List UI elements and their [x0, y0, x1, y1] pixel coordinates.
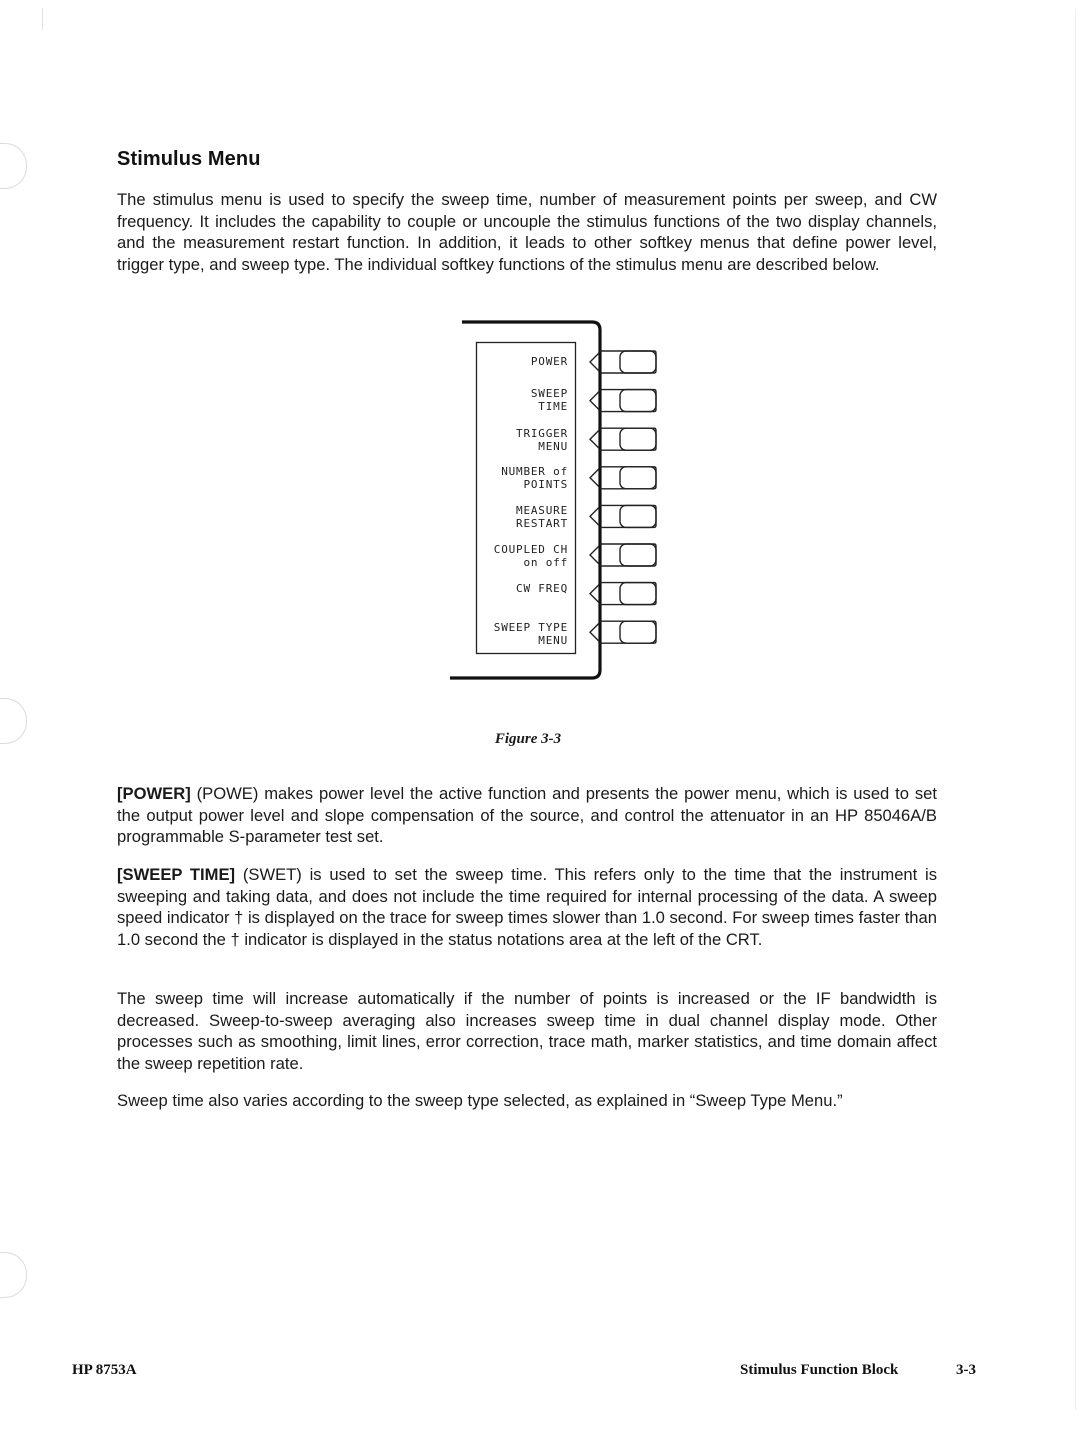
softkey-label-measure-restart: MEASURE RESTART [516, 504, 568, 530]
power-description: [POWER] (POWE) makes power level the active function and presents the power menu, which is used to set the output power level and slope compensation of the source, and control the attenuator in an HP 85046A/B programmable S-parameter test set. [117, 784, 937, 847]
softkey-label-power: POWER [530, 355, 568, 368]
scan-edge-mark [1075, 10, 1076, 1410]
footer-chapter: Stimulus Function Block [740, 1362, 899, 1378]
section-title: Stimulus Menu [117, 148, 261, 170]
softkey-label-trigger-menu: TRIGGER MENU [516, 427, 568, 453]
softkey-label-number-of-points: NUMBER of POINTS [501, 465, 568, 491]
softkey-label-sweep-time: SWEEP TIME [530, 387, 568, 413]
sweep-time-paragraph-3: Sweep time also varies according to the sweep type selected, as explained in “Sweep Type Menu.” [117, 1091, 843, 1110]
softkey-label-coupled-ch: COUPLED CH on off [493, 543, 568, 569]
sweep-time-paragraph-2: The sweep time will increase automatically if the number of points is increased or the IF bandwidth is decreased. Sweep-to-sweep averaging also increases sweep time in dual channel display mode. Other processes such as smoothing, limit lines, error correction, trace math, marker statistics, and time domain affect the sweep repetition rate. [117, 989, 937, 1073]
footer-model: HP 8753A [72, 1362, 137, 1378]
power-key-label: [POWER] [117, 784, 191, 803]
sweep-time-description: [SWEEP TIME] (SWET) is used to set the sweep time. This refers only to the time that the instrument is sweeping and taking data, and does not include the time required for internal processing of the data. A sweep speed indicator † is displayed on the trace for sweep times slower than 1.0 second. For sweep times faster than 1.0 second the † indicator is displayed in the status notations area at the left of the CRT. [117, 865, 938, 949]
softkey-label-sweep-type-menu: SWEEP TYPE MENU [493, 621, 568, 647]
footer-page-number: 3-3 [956, 1362, 976, 1378]
scan-edge-mark [42, 8, 43, 30]
stimulus-menu-figure [440, 310, 680, 690]
binding-hole-mark [0, 143, 27, 189]
softkey-label-cw-freq: CW FREQ [516, 582, 568, 595]
intro-paragraph: The stimulus menu is used to specify the sweep time, number of measurement points per sweep, and CW frequency. It includes the capability to couple or uncouple the stimulus functions of the two display channels, and the measurement restart function. In addition, it leads to other softkey menus that define power level, trigger type, and sweep type. The individual softkey functions of the stimulus menu are described below. [117, 190, 937, 274]
figure-caption: Figure 3-3 [494, 731, 562, 747]
sweep-time-key-label: [SWEEP TIME] [117, 865, 236, 884]
binding-hole-mark [0, 1252, 27, 1298]
